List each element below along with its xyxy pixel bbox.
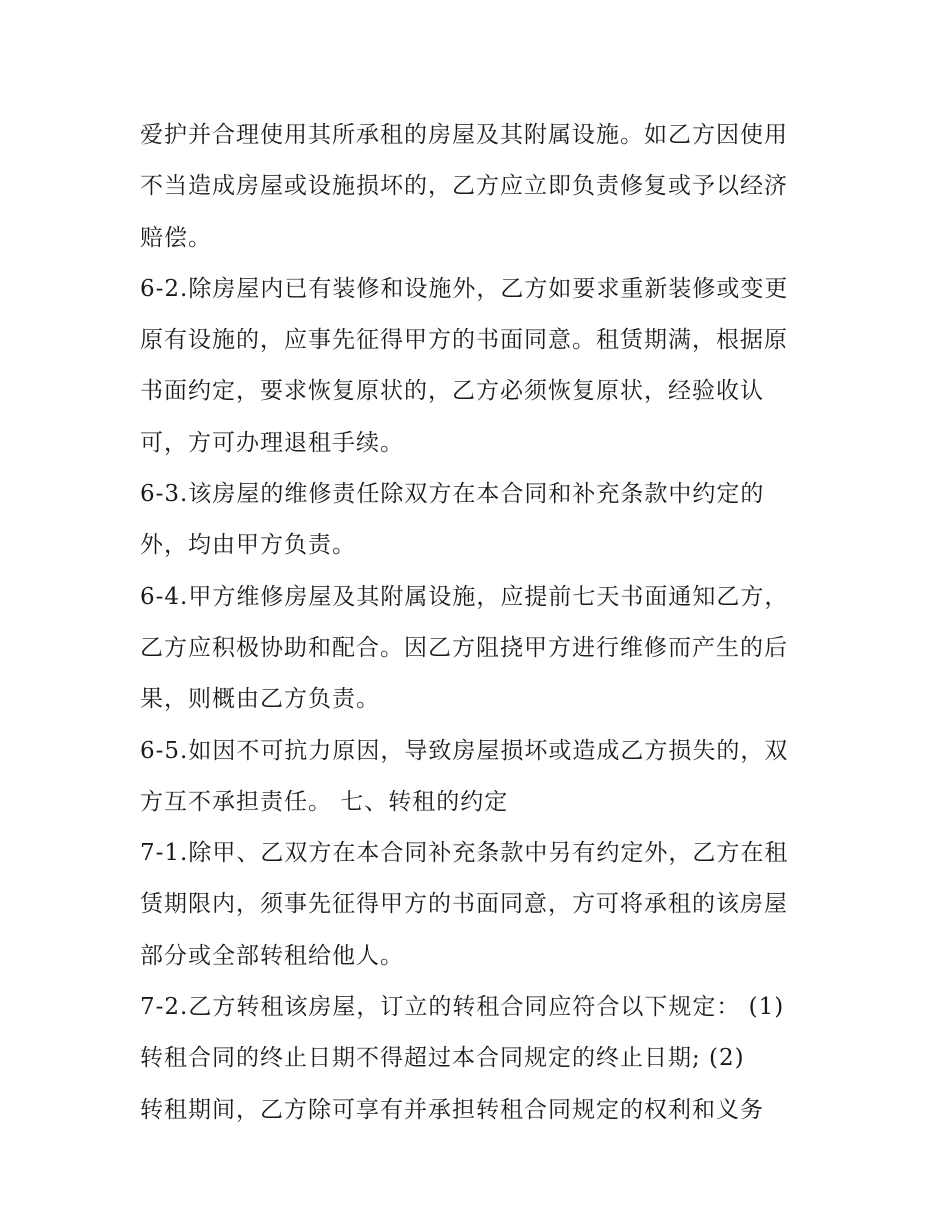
text-line: 不当造成房屋或设施损坏的，乙方应立即负责修复或予以经济: [140, 173, 788, 200]
text-line: 7-2.乙方转租该房屋，订立的转租合同应符合以下规定： (1): [140, 994, 785, 1021]
text-line: 7-1.除甲、乙双方在本合同补充条款中另有约定外，乙方在租: [140, 840, 789, 867]
text-line: 赔偿。: [140, 224, 212, 251]
text-line: 书面约定，要求恢复原状的，乙方必须恢复原状，经验收认: [140, 378, 764, 405]
text-line: 外，均由甲方负责。: [140, 532, 356, 559]
text-line: 爱护并合理使用其所承租的房屋及其附属设施。如乙方因使用: [140, 122, 788, 148]
text-line: 6-4.甲方维修房屋及其附属设施，应提前七天书面通知乙方，: [140, 583, 789, 610]
text-line: 方互不承担责任。 七、转租的约定: [140, 788, 509, 815]
text-line: 6-3.该房屋的维修责任除双方在本合同和补充条款中约定的: [140, 481, 765, 508]
text-line: 6-5.如因不可抗力原因，导致房屋损坏或造成乙方损失的，双: [140, 737, 789, 764]
text-line: 可，方可办理退租手续。: [140, 429, 404, 456]
text-line: 果，则概由乙方负责。: [140, 686, 380, 713]
text-line: 部分或全部转租给他人。: [140, 942, 404, 969]
text-line: 赁期限内，须事先征得甲方的书面同意，方可将承租的该房屋: [140, 891, 788, 918]
text-line: 乙方应积极协助和配合。因乙方阻挠甲方进行维修而产生的后: [140, 634, 788, 661]
document-body: [140, 110, 830, 1136]
text-line: 转租期间，乙方除可享有并承担转租合同规定的权利和义务: [140, 1096, 764, 1123]
text-line: 原有设施的，应事先征得甲方的书面同意。租赁期满，根据原: [140, 327, 788, 354]
text-line: 6-2.除房屋内已有装修和设施外，乙方如要求重新装修或变更: [140, 275, 789, 302]
text-line: 转租合同的终止日期不得超过本合同规定的终止日期; (2): [140, 1045, 745, 1072]
